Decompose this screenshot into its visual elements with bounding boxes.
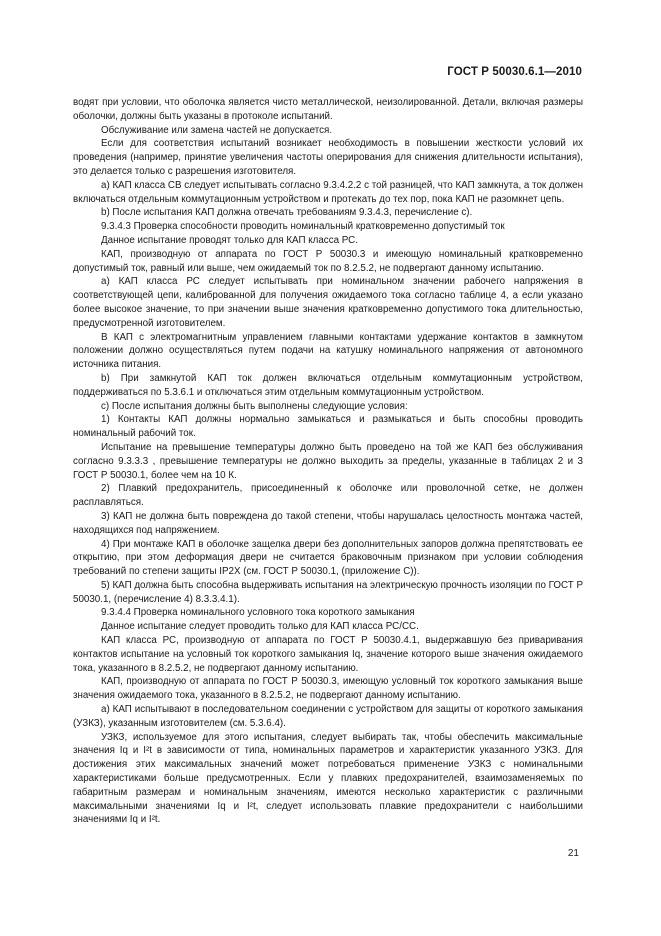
paragraph: a) КАП испытывают в последовательном соединении с устройством для защиты от короткого замыкания (УЗКЗ), указанным изготовителем (см. 5.3.6.4). [73,704,583,729]
paragraph: КАП, производную от аппарата по ГОСТ Р 50030.3, имеющую условный ток короткого замыкания выше значения ожидаемого тока, указанного в 8.2.5.2, не подвергают данному испытанию. [73,676,583,702]
paragraph: 4) При монтаже КАП в оболочке защелка двери без дополнительных запоров должна препятствовать ее открытию, при этом деформация двери не считается браковочным признаком при условии соблюдения требований по степени защиты IP2X (см. ГОСТ Р 50030.1, (приложение С)). [73,538,583,578]
body-text [73,96,583,827]
paragraph: 9.3.4.4 Проверка номинального условного тока короткого замыкания [101,607,415,619]
paragraph: УЗКЗ, используемое для этого испытания, следует выбирать так, чтобы обеспечить максимальные значения Iq и I²t в зависимости от типа, номинальных параметров и характеристик указанного УЗКЗ. Для достижения этих максимальных значений может потребоваться применение УЗКЗ с номинальными характеристиками больше предусмотренных. Если у плавких предохранителей, взаимозаменяемых по габаритным размерам и номинальным значениям, имеются несколько характеристик с различными максимальными значениями Iq и I²t, следует использовать плавкие предохранители с наибольшими значениями Iq и I²t. [73,731,583,826]
paragraph: Данное испытание проводят только для КАП класса РС. [101,234,358,246]
paragraph: 3) КАП не должна быть повреждена до такой степени, чтобы нарушалась целостность монтажа частей, находящихся под напряжением. [73,510,583,536]
paragraph: a) КАП класса СВ следует испытывать согласно 9.3.4.2.2 с той разницей, что КАП замкнута, а ток должен включаться отдельным коммутационным устройством и протекать до тех пор, пока КАП не разомкнет цепь. [73,179,583,205]
paragraph: 2) Плавкий предохранитель, присоединенный к оболочке или проволочной сетке, не должен расплавляться. [73,483,583,509]
paragraph: a) КАП класса РС следует испытывать при номинальном значении рабочего напряжения в соответствующей цепи, калиброванной для получения ожидаемого тока согласно таблице 4, а если указано более высокое значение, то при значении выше значения кратковременно допустимого тока длительностью, предусмотренной изготовителем. [73,276,583,329]
paragraph: Если для соответствия испытаний возникает необходимость в повышении жесткости условий их проведения (например, принятие увеличения частоты оперирования для снижения длительности испытания), это делается только с разрешения изготовителя. [73,138,583,177]
standard-header: ГОСТ Р 50030.6.1—2010 [447,66,582,78]
paragraph: b) После испытания КАП должна отвечать требованиям 9.3.4.3, перечисление с). [101,207,473,219]
paragraph: водят при условии, что оболочка является чисто металлической, неизолированной. Детали, включая размеры оболочки, должны быть указаны в протоколе испытаний. [73,97,583,122]
paragraph: КАП, производную от аппарата по ГОСТ Р 50030.3 и имеющую номинальный кратковременно допустимый ток, равный или выше, чем ожидаемый ток по 8.2.5.2, не подвергают данному испытанию. [73,248,583,274]
paragraph: 9.3.4.3 Проверка способности проводить номинальный кратковременно допустимый ток [101,221,505,233]
paragraph: КАП класса РС, производную от аппарата по ГОСТ Р 50030.4.1, выдержавшую без приваривания контактов испытание на условный ток короткого замыкания Iq, значение которого выше значения ожидаемого тока, указанного в 8.2.5.2, не подвергают данному испытанию. [73,635,583,674]
paragraph: Данное испытание следует проводить только для КАП класса РС/СС. [101,621,419,633]
paragraph: 1) Контакты КАП должны нормально замыкаться и размыкаться и быть способны проводить номинальный рабочий ток. [73,414,583,440]
paragraph: c) После испытания должны быть выполнены следующие условия: [101,400,408,412]
paragraph: 5) КАП должна быть способна выдерживать испытания на электрическую прочность изоляции по ГОСТ Р 50030.1, (перечисление 4) 8.3.3.4.1). [73,579,583,605]
paragraph: b) При замкнутой КАП ток должен включаться отдельным коммутационным устройством, поддерживаться по 5.3.6.1 и отключаться этим отдельным коммутационным устройством. [73,372,583,398]
paragraph: Испытание на превышение температуры должно быть проведено на той же КАП без обслуживания согласно 9.3.3.3 , превышение температуры не должно выходить за пределы, указанные в таблицах 2 и 3 ГОСТ Р 50030.1, более чем на 10 К. [73,441,583,481]
paragraph: В КАП с электромагнитным управлением главными контактами удержание контактов в замкнутом положении должно осуществляться путем подачи на катушку номинального напряжения от автономного источника питания. [73,331,583,371]
paragraph: Обслуживание или замена частей не допускается. [101,124,333,136]
page-number: 21 [567,848,579,859]
